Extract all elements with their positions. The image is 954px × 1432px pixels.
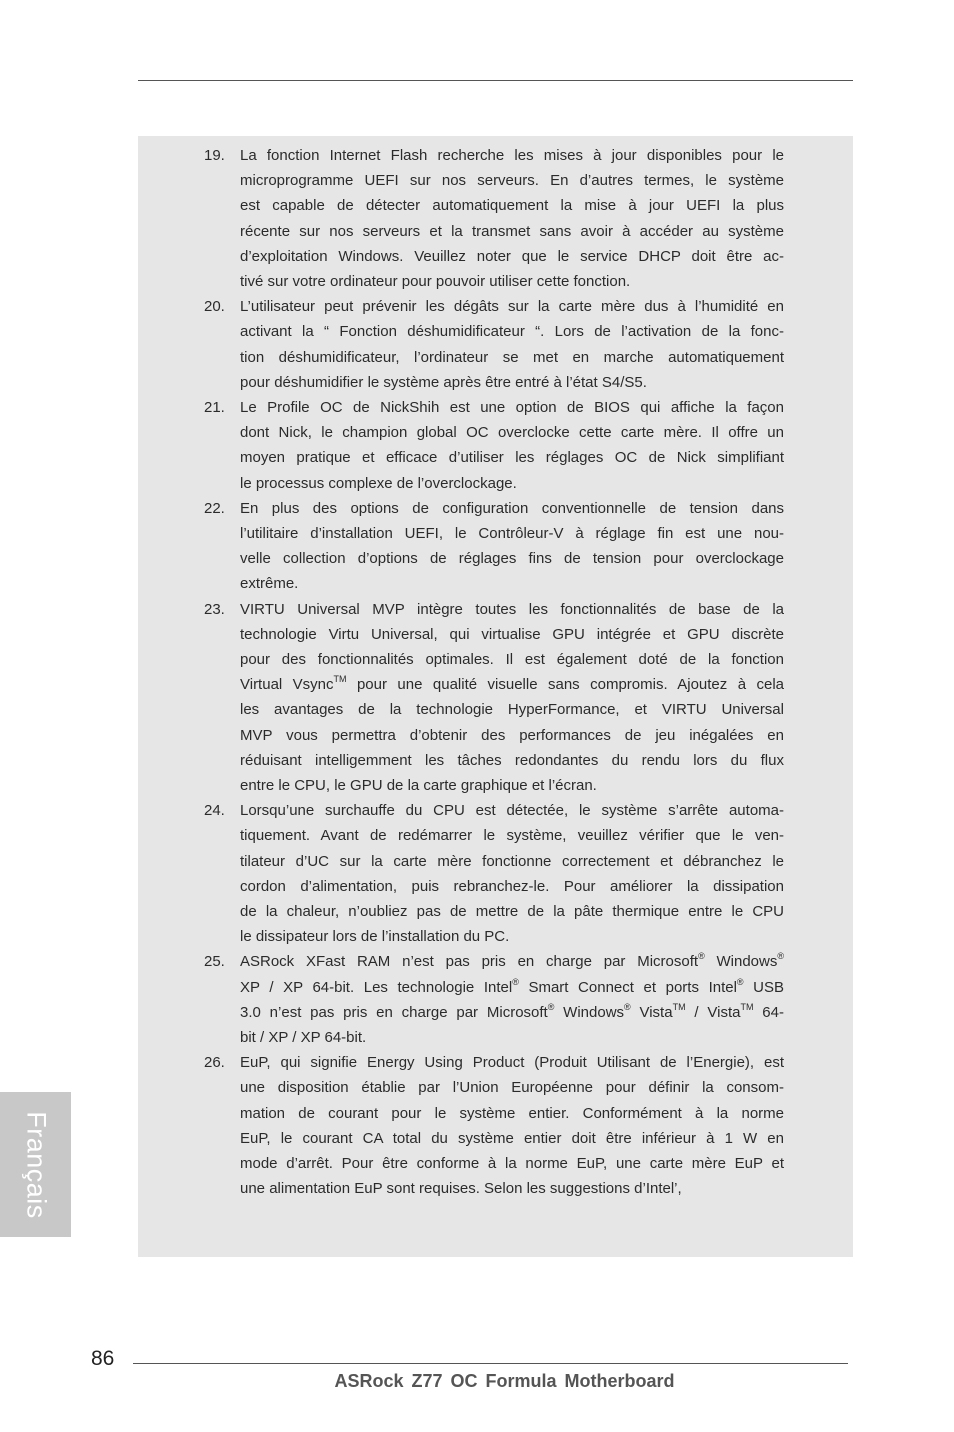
list-item-line: dont Nick, le champion global OC overclocke cette carte mère. Il offre un [240, 424, 784, 442]
list-item-line: XP / XP 64-bit. Les technologie Intel® Smart Connect et ports Intel® USB [240, 976, 785, 996]
list-item-line: une alimentation EuP sont requises. Selon les suggestions d’Intel’, [240, 1180, 682, 1198]
list-item-line: une disposition établie par l’Union Européenne pour définir la consom- [240, 1079, 784, 1097]
list-item-line: tivé sur votre ordinateur pour pouvoir utiliser cette fonction. [240, 273, 631, 290]
language-tab [0, 1092, 71, 1237]
list-item-line: microprogramme UEFI sur nos serveurs. En d’autres termes, le système [240, 172, 784, 190]
list-item-line: les avantages de la technologie HyperFormance, et VIRTU Universal [240, 701, 784, 719]
list-item-line: ASRock XFast RAM n’est pas pris en charge par Microsoft® Windows® [240, 951, 784, 971]
header-rule [138, 80, 853, 81]
list-item-line: technologie Virtu Universal, qui virtualise GPU intégrée et GPU discrète [240, 625, 784, 643]
list-item-line: La fonction Internet Flash recherche les mises à jour disponibles pour le [240, 147, 784, 164]
page-number: 86 [91, 1347, 115, 1370]
list-item-line: Le Profile OC de NickShih est une option de BIOS qui affiche la façon [240, 399, 784, 416]
list-item-line: entre le CPU, le GPU de la carte graphique et l’écran. [240, 777, 597, 794]
list-item-line: le dissipateur lors de l’installation du PC. [240, 928, 510, 946]
list-item-line: En plus des options de configuration conventionnelle de tension dans [240, 499, 784, 517]
footer-title: ASRock Z77 OC Formula Motherboard [334, 1371, 675, 1391]
list-item-line: mation de courant pour le système entier. Conformément à la norme [240, 1104, 784, 1122]
list-item-number: 23. [204, 600, 225, 618]
list-item-number: 19. [204, 147, 225, 164]
language-tab-label: Français [21, 1110, 51, 1219]
list-item-line: tilateur d’UC sur la carte mère fonctionne correctement et débranchez le [240, 852, 784, 870]
list-item-line: L’utilisateur peut prévenir les dégâts sur la carte mère dus à l’humidité en [240, 298, 784, 316]
list-item-line: pour déshumidifier le système après être entré à l’état S4/S5. [240, 373, 647, 391]
list-item-line: tion déshumidificateur, l’ordinateur se met en marche automatiquement [240, 348, 784, 366]
list-item-line: VIRTU Universal MVP intègre toutes les fonctionnalités de base de la [240, 600, 784, 618]
list-item-number: 26. [204, 1054, 225, 1072]
list-item-line: bit / XP / XP 64-bit. [240, 1029, 367, 1046]
list-item-line: MVP vous permettra d’obtenir des performances de jeu inégalées en [240, 726, 784, 744]
list-item-line: mode d’arrêt. Pour être conforme à la norme EuP, une carte mère EuP et [240, 1155, 784, 1172]
list-item-line: cordon d’alimentation, puis rebranchez-le. Pour améliorer la dissipation [240, 877, 784, 895]
list-item-number: 21. [204, 399, 225, 416]
list-item-number: 20. [204, 298, 225, 316]
list-item-line: Virtual Vsync™ pour une qualité visuelle sans compromis. Ajoutez à cela [240, 674, 784, 694]
list-item-number: 24. [204, 802, 225, 820]
list-item-line: velle collection d’options de réglages fins de tension pour overclockage [240, 550, 784, 568]
list-item-line: EuP, le courant CA total du système entier doit être inférieur à 1 W en [240, 1129, 784, 1147]
list-item-line: le processus complexe de l’overclockage. [240, 474, 517, 492]
list-item-line: EuP, qui signifie Energy Using Product (Produit Utilisant de l’Energie), est [240, 1054, 784, 1072]
list-item-line: réduisant intelligemment les tâches redondantes du rendu lors du flux [240, 751, 784, 769]
list-item-line: d’exploitation Windows. Veuillez noter que le service DHCP doit être ac- [240, 247, 784, 265]
list-item-line: est capable de détecter automatiquement la mise à jour UEFI la plus [240, 197, 784, 215]
list-item-line: pour des fonctionnalités optimales. Il est également doté de la fonction [240, 651, 784, 668]
list-item-line: activant la “ Fonction déshumidificateur “. Lors de l’activation de la fonc- [240, 323, 784, 341]
list-item-line: 3.0 n’est pas pris en charge par Microsoft® Windows® Vista™ / Vista™ 64- [240, 1001, 784, 1021]
list-item-line: extrême. [240, 575, 299, 593]
list-item-line: récente sur nos serveurs et la transmet sans avoir à accéder au système [240, 222, 784, 240]
list-item-line: l’utilitaire d’installation UEFI, le Contrôleur-V à réglage fin est une nou- [240, 525, 784, 542]
list-item-number: 25. [204, 953, 225, 971]
list-item-line: Lorsqu’une surchauffe du CPU est détectée, le système s’arrête automa- [240, 802, 784, 820]
list-item-line: de la chaleur, n’oubliez pas de mettre de la pâte thermique entre le CPU [240, 903, 784, 920]
list-item-line: tiquement. Avant de redémarrer le système, veuillez vérifier que le ven- [240, 827, 784, 845]
list-item-line: moyen pratique et efficace d’utiliser les réglages OC de Nick simplifiant [240, 449, 784, 467]
footer-rule [133, 1363, 848, 1364]
list-item-number: 22. [204, 499, 225, 517]
